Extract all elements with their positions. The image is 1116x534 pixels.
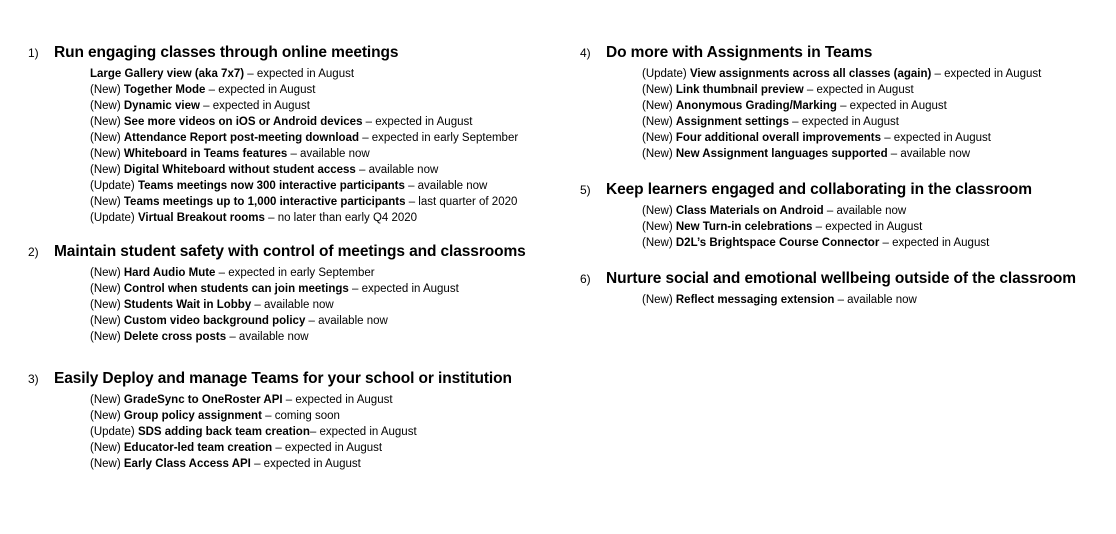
item-prefix: (Update) (90, 426, 138, 438)
list-item (642, 146, 1110, 162)
section-items-list (580, 203, 1110, 251)
item-prefix: (New) (90, 394, 124, 406)
section-number: 2) (28, 245, 39, 259)
item-prefix: (New) (642, 116, 676, 128)
item-status: – expected in August (803, 84, 914, 96)
item-prefix: (New) (90, 331, 124, 343)
item-status: – coming soon (261, 410, 340, 422)
list-item (90, 408, 568, 424)
item-name: Teams meetings now 300 interactive participants (137, 180, 405, 192)
item-prefix: (Update) (90, 180, 138, 192)
list-item (642, 82, 1110, 98)
list-item (642, 130, 1110, 146)
item-name: Early Class Access API (123, 458, 251, 470)
item-prefix: (New) (90, 315, 124, 327)
list-item (90, 456, 568, 472)
item-status: – available now (834, 294, 917, 306)
section-number: 6) (580, 272, 591, 286)
section-title: Do more with Assignments in Teams (606, 44, 873, 61)
section-title: Keep learners engaged and collaborating in the classroom (606, 181, 1032, 198)
section-items-list (28, 66, 568, 226)
item-prefix: (New) (642, 132, 676, 144)
list-item (90, 440, 568, 456)
section-header (28, 370, 568, 392)
item-prefix: (New) (90, 84, 124, 96)
item-status: – expected in August (931, 68, 1042, 80)
section-items-list (580, 292, 1110, 308)
item-prefix: (New) (642, 100, 676, 112)
list-item (642, 98, 1110, 114)
section-title: Nurture social and emotional wellbeing outside of the classroom (606, 270, 1076, 287)
item-name: Four additional overall improvements (675, 132, 881, 144)
list-item (90, 281, 568, 297)
item-status: – expected in August (199, 100, 310, 112)
item-prefix: (New) (642, 221, 676, 233)
item-name: Link thumbnail preview (675, 84, 804, 96)
section-items-list (28, 392, 568, 472)
section-header (28, 243, 568, 265)
item-status: – available now (355, 164, 439, 176)
section-title: Easily Deploy and manage Teams for your school or institution (54, 370, 512, 387)
list-item (90, 329, 568, 345)
item-status: – expected in August (309, 426, 417, 438)
item-prefix: (New) (90, 410, 124, 422)
item-status: – available now (305, 315, 388, 327)
list-item (90, 114, 568, 130)
section-number: 3) (28, 372, 39, 386)
section-5 (580, 181, 1110, 251)
list-item (90, 130, 568, 146)
item-name: Custom video background policy (123, 315, 306, 327)
item-status: – expected in August (348, 283, 459, 295)
list-item (642, 203, 1110, 219)
list-item (90, 162, 568, 178)
item-prefix: (New) (642, 294, 676, 306)
item-name: Control when students can join meetings (123, 283, 349, 295)
item-name: See more videos on iOS or Android devices (123, 116, 363, 128)
item-status: – available now (404, 180, 488, 192)
list-item (90, 98, 568, 114)
item-name: Reflect messaging extension (675, 294, 835, 306)
list-item (90, 82, 568, 98)
list-item (90, 265, 568, 281)
item-status: – available now (226, 331, 309, 343)
item-name: Attendance Report post-meeting download (123, 132, 359, 144)
item-status: – expected in August (282, 394, 393, 406)
list-item (90, 424, 568, 440)
item-status: – expected in early September (215, 267, 375, 279)
item-name: GradeSync to OneRoster API (123, 394, 283, 406)
item-status: – expected in early September (359, 132, 519, 144)
item-name: Hard Audio Mute (123, 267, 216, 279)
item-prefix: (New) (90, 299, 124, 311)
item-status: – expected in August (812, 221, 923, 233)
section-header (580, 181, 1110, 203)
item-name: Class Materials on Android (675, 205, 824, 217)
item-prefix: (New) (90, 283, 124, 295)
section-items-list (580, 66, 1110, 162)
item-name: View assignments across all classes (again) (689, 68, 932, 80)
item-prefix: (New) (642, 205, 676, 217)
list-item (642, 114, 1110, 130)
item-status: – expected in August (836, 100, 947, 112)
item-status: – expected in August (362, 116, 473, 128)
item-name: Students Wait in Lobby (123, 299, 252, 311)
list-item (90, 313, 568, 329)
item-prefix: (New) (90, 267, 124, 279)
item-status: – expected in August (250, 458, 361, 470)
section-6 (580, 270, 1110, 308)
item-name: Large Gallery view (aka 7x7) (90, 68, 245, 80)
item-status: – expected in August (244, 68, 355, 80)
list-item (90, 392, 568, 408)
item-prefix: (New) (642, 148, 676, 160)
list-item (642, 219, 1110, 235)
item-name: Delete cross posts (123, 331, 227, 343)
list-item (90, 146, 568, 162)
list-item (642, 235, 1110, 251)
list-item (90, 210, 568, 226)
item-name: Anonymous Grading/Marking (675, 100, 837, 112)
list-item (642, 66, 1110, 82)
item-name: Whiteboard in Teams features (123, 148, 288, 160)
list-item (642, 292, 1110, 308)
item-name: D2L’s Brightspace Course Connector (675, 237, 880, 249)
item-status: – last quarter of 2020 (405, 196, 518, 208)
item-status: – expected in August (879, 237, 990, 249)
item-prefix: (New) (642, 84, 676, 96)
item-status: – no later than early Q4 2020 (264, 212, 418, 224)
item-status: – available now (287, 148, 370, 160)
section-header (28, 44, 568, 66)
item-prefix: (New) (642, 237, 676, 249)
item-status: – available now (251, 299, 334, 311)
item-name: Together Mode (123, 84, 206, 96)
item-prefix: (New) (90, 458, 124, 470)
section-number: 4) (580, 46, 591, 60)
item-prefix: (New) (90, 196, 124, 208)
section-title: Run engaging classes through online meetings (54, 44, 399, 61)
item-name: New Turn-in celebrations (675, 221, 813, 233)
section-2 (28, 243, 568, 345)
list-item (90, 66, 568, 82)
list-item (90, 297, 568, 313)
item-name: SDS adding back team creation (137, 426, 310, 438)
list-item (90, 194, 568, 210)
item-prefix: (New) (90, 116, 124, 128)
item-name: Assignment settings (675, 116, 789, 128)
item-prefix: (New) (90, 442, 124, 454)
item-prefix: (New) (90, 100, 124, 112)
section-header (580, 270, 1110, 292)
item-prefix: (New) (90, 148, 124, 160)
item-name: Virtual Breakout rooms (137, 212, 265, 224)
item-name: Educator-led team creation (123, 442, 273, 454)
item-name: Dynamic view (123, 100, 200, 112)
section-number: 5) (580, 183, 591, 197)
section-header (580, 44, 1110, 66)
right-column (580, 44, 1110, 308)
item-name: Group policy assignment (123, 410, 262, 422)
section-3 (28, 370, 568, 472)
item-name: New Assignment languages supported (675, 148, 888, 160)
section-1 (28, 44, 568, 226)
section-title: Maintain student safety with control of meetings and classrooms (54, 243, 526, 260)
section-items-list (28, 265, 568, 345)
item-prefix: (New) (90, 164, 124, 176)
item-status: – expected in August (272, 442, 383, 454)
item-name: Teams meetings up to 1,000 interactive participants (123, 196, 406, 208)
section-4 (580, 44, 1110, 162)
item-prefix: (New) (90, 132, 124, 144)
section-number: 1) (28, 46, 39, 60)
item-status: – expected in August (205, 84, 316, 96)
item-prefix: (Update) (642, 68, 690, 80)
left-column (28, 44, 568, 472)
list-item (90, 178, 568, 194)
item-name: Digital Whiteboard without student access (123, 164, 356, 176)
item-status: – expected in August (881, 132, 991, 144)
item-status: – available now (887, 148, 971, 160)
item-status: – expected in August (788, 116, 899, 128)
item-status: – available now (823, 205, 907, 217)
item-prefix: (Update) (90, 212, 138, 224)
